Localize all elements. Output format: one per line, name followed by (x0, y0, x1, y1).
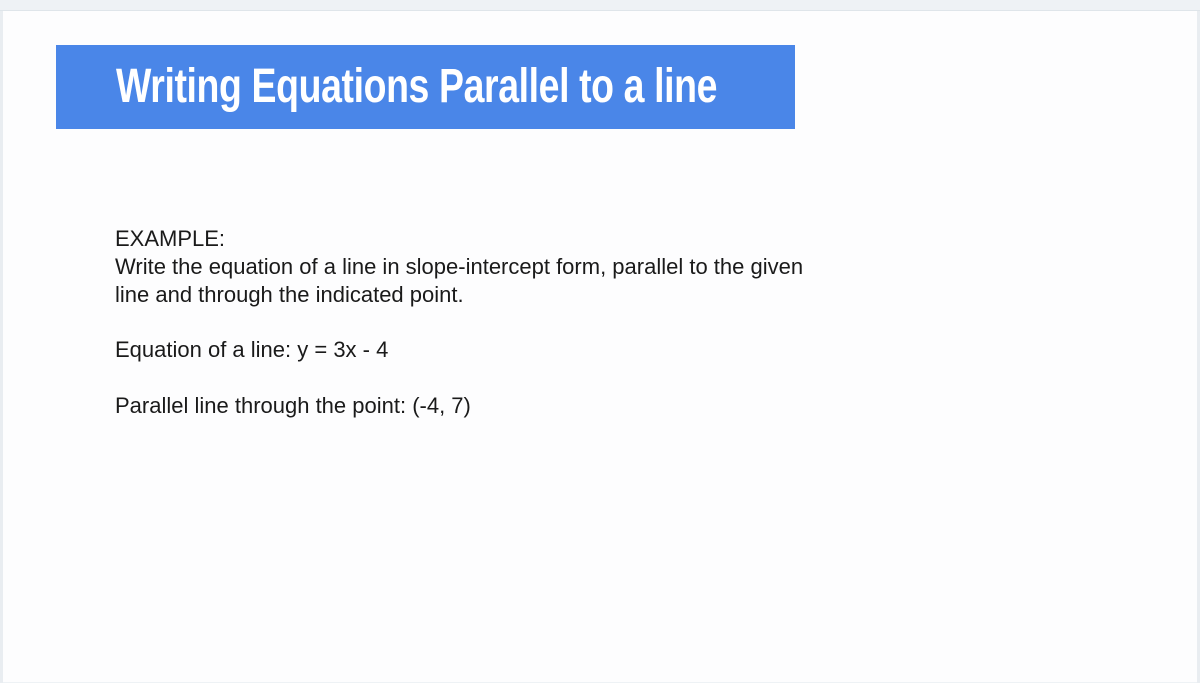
given-equation: Equation of a line: y = 3x - 4 (115, 337, 389, 362)
instruction-line-2: line and through the indicated point. (115, 282, 464, 307)
example-label: EXAMPLE: (115, 226, 226, 251)
slide (0, 10, 1200, 682)
slide-left-edge (0, 11, 3, 683)
title-bar (56, 45, 795, 129)
slide-title: Writing Equations Parallel to a line (116, 60, 718, 113)
given-point: Parallel line through the point: (-4, 7) (115, 393, 471, 418)
instruction-line-1: Write the equation of a line in slope-intercept form, parallel to the given (115, 254, 804, 279)
